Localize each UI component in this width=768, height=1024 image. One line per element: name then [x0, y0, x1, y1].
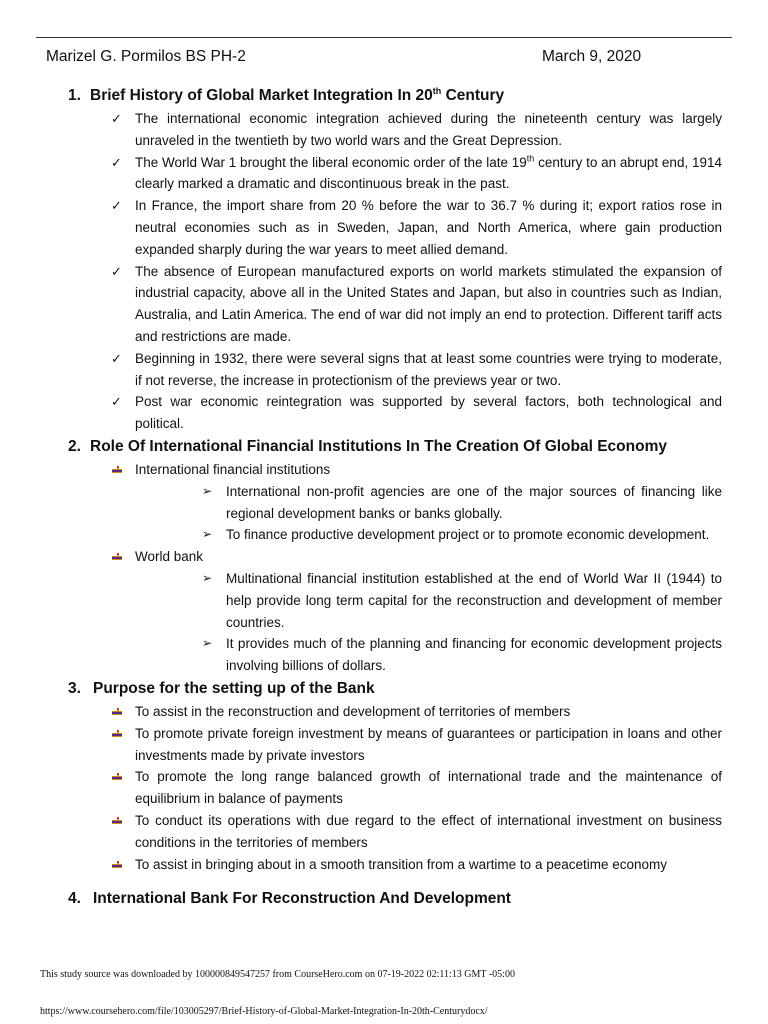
sub-list-item: ➢ It provides much of the planning and financing for economic development projects involving billions of dollars. [226, 633, 722, 677]
section-title: Role Of International Financial Institutions In The Creation Of Global Economy [90, 437, 667, 455]
list-item: World bank [135, 546, 722, 568]
section-number: 4. [68, 890, 81, 908]
arrowhead-icon: ➢ [202, 570, 213, 585]
section-heading-4 [0, 887, 768, 911]
list-item: To promote the long range balanced growth of international trade and the maintenance of equilibrium in balance of payments [135, 766, 722, 810]
checkmark-icon: ✓ [111, 350, 122, 366]
document-body [0, 84, 768, 911]
list-item: To assist in bringing about in a smooth transition from a wartime to a peacetime economy [135, 854, 722, 876]
checkmark-icon: ✓ [111, 154, 122, 170]
pointing-hand-icon [111, 771, 123, 783]
section-heading-3 [0, 677, 768, 701]
arrowhead-icon: ➢ [202, 483, 213, 498]
list-item: ✓ In France, the import share from 20 % before the war to 36.7 % during it; export ratios rose in neutral economies such as in Sweden, Japan, and North America, where gain production expanded sharply during the war years to meet allied demand. [135, 195, 722, 260]
list-item: To conduct its operations with due regard to the effect of international investment on business conditions in the territories of members [135, 810, 722, 854]
pointing-hand-icon [111, 551, 123, 563]
document-date: March 9, 2020 [542, 48, 642, 65]
list-item: To promote private foreign investment by means of guarantees or participation in loans and other investments made by private investors [135, 723, 722, 767]
checkmark-icon: ✓ [111, 198, 122, 214]
section-title: Purpose for the setting up of the Bank [93, 679, 375, 697]
list-item: ✓ The World War 1 brought the liberal economic order of the late 19th century to an abrupt end, 1914 clearly marked a dramatic and discontinuous break in the past. [111, 153, 722, 192]
list-item: International financial institutions [135, 459, 722, 481]
section-number: 1. [68, 87, 81, 104]
pointing-hand-icon [111, 728, 123, 740]
source-url[interactable]: https://www.coursehero.com/file/103005297/Brief-History-of-Global-Market-Integration-In-20th-Centurydocx/ [40, 1006, 488, 1017]
download-notice: This study source was downloaded by 100000849547257 from CourseHero.com on 07-19-2022 02:11:13 GMT -05:00 [40, 969, 515, 980]
section-title: International Bank For Reconstruction And Development [93, 890, 511, 908]
checkmark-icon: ✓ [111, 394, 122, 410]
pointing-hand-icon [111, 464, 123, 476]
spacer [0, 875, 768, 887]
pointing-hand-icon [111, 815, 123, 827]
list-item: ✓ The international economic integration achieved during the nineteenth century was largely unraveled in the twentieth by two world wars and the Great Depression. [135, 108, 722, 152]
section-heading-2 [0, 435, 768, 459]
sub-list-item: ➢ To finance productive development project or to promote economic development. [226, 524, 722, 546]
checkmark-icon: ✓ [111, 111, 122, 126]
checkmark-icon: ✓ [111, 263, 122, 279]
header-rule [36, 37, 732, 38]
pointing-hand-icon [111, 706, 123, 718]
list-item: To assist in the reconstruction and development of territories of members [135, 701, 722, 723]
list-item: ✓ Post war economic reintegration was supported by several factors, both technological and political. [135, 391, 722, 435]
section-number: 3. [68, 679, 81, 697]
sub-list-item: ➢ Multinational financial institution established at the end of World War II (1944) to help provide long term capital for the reconstruction and development of member countries. [226, 568, 722, 633]
arrowhead-icon: ➢ [202, 527, 213, 542]
section-heading-1 [0, 84, 768, 108]
section-number: 2. [68, 437, 81, 455]
list-item: ✓ Beginning in 1932, there were several signs that at least some countries were trying to moderate, if not reverse, the increase in protectionism of the previews year or two. [135, 348, 722, 392]
pointing-hand-icon [111, 859, 123, 871]
sub-list-item: ➢ International non-profit agencies are one of the major sources of financing like regional development banks or banks globally. [226, 481, 722, 525]
list-item: ✓ The absence of European manufactured exports on world markets stimulated the expansion of industrial capacity, above all in the United States and Japan, but also in countries such as Indian, Australia, and Latin America. The end of war did not imply an end to protection. Different tariff acts and restrictions are made. [135, 261, 722, 348]
section-title: Brief History of Global Market Integration In 20th Century [90, 85, 505, 104]
author-name: Marizel G. Pormilos BS PH-2 [46, 48, 246, 65]
arrowhead-icon: ➢ [202, 636, 213, 651]
